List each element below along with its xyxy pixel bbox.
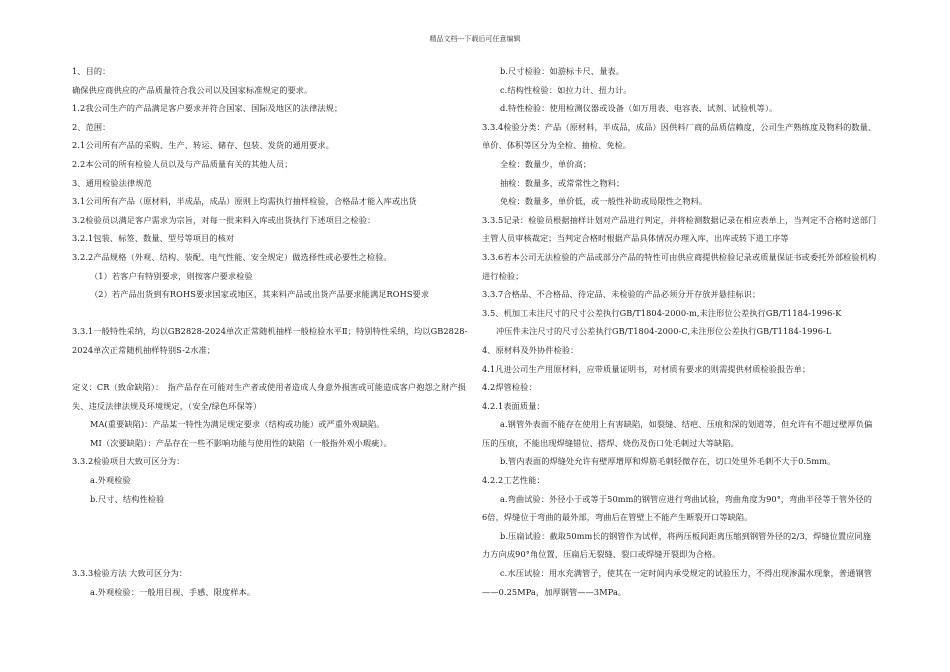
surface-quality-a: a.钢管外表面不能存在使用上有害缺陷，如裂缝、结疤、压痕和深的划道等，但允许有不超过壁厚负偏压的压痕，不能出现焊缝错位、搭焊、烧伤及伤口处毛刺过大等缺陷。 [482, 419, 873, 448]
definition-cr: 定义：CR（致命缺陷）： 指产品存在可能对生产者或使用者造成人身意外损害或可能造成客户抱怨之财产损失、违反法律法规及环境规定，（安全/绿色环保等） [72, 382, 466, 411]
exempt-inspection: 免检：数量多，单价低，或一般性补助或局限性之物料。 [500, 196, 708, 207]
clause-2-1: 2.1公司所有产品的采购、生产、转运、储存、包装、发货的通用要求。 [72, 140, 334, 151]
method-a: a.外观检验：一般用目视、手感、限度样本。 [90, 586, 256, 597]
clause-3-2-2-item-2: （2）若产品出货到有ROHS要求国家或地区，其来料产品或出货产品要求能满足ROHS要求 [90, 289, 430, 300]
sampling-inspection: 抽检：数量多，或常常性之物料； [500, 177, 625, 188]
section-1-heading: 1、目的： [72, 66, 111, 76]
clause-1-2: 1.2我公司生产的产品满足客户要求并符合国家、国际及地区的法律法规； [72, 103, 343, 114]
section-2-heading: 2、范围： [72, 121, 111, 132]
clause-3-3-7: 3.3.7合格品、不合格品、待定品、未检验的产品必须分开存放并悬挂标识； [482, 289, 761, 300]
method-b: b.尺寸检验：如游标卡尺、量表。 [500, 66, 625, 76]
clause-4-1: 4.1凡进公司生产用原材料，应带质量证明书，对材质有要求的则需提供材质检验报告单； [482, 363, 811, 374]
right-column [482, 62, 877, 601]
clause-3-3-4: 3.3.4检验分类：产品（原材料，半成品，成品）因供料厂商的品质信赖度，公司生产熟练度及物料的数量、单价、体积等区分为全检、抽检、免检。 [482, 121, 877, 151]
clause-3-3-6: 3.3.6若本公司无法检验的产品或部分产品的特性可由供应商提供检验记录或质量保证书或委托外部检验机构进行检验； [482, 251, 877, 281]
clause-3-3-5: 3.3.5记录：检验员根据抽样计划对产品进行判定，并将检测数据记录在相应表单上，当判定不合格时送部门主管人员审核裁定；当判定合格时根据产品具体情况办理入库，出库或转下道工序等 [482, 214, 877, 244]
clause-3-3-2: 3.3.2检验项目大致可区分为： [72, 456, 185, 467]
method-c: c.结构性检验：如拉力计、扭力计。 [500, 84, 632, 95]
clause-3-3-3: 3.3.3检验方法 大致可区分为： [72, 568, 188, 579]
clause-3-5-stamping: 冲压件未注尺寸的尺寸公差执行GB/T1804-2000-C,未注形位公差执行GB/T1184-1996-L [496, 326, 832, 337]
clause-4-2-1: 4.2.1表面质量： [482, 400, 545, 411]
section-4-heading: 4、原材料及外协件检验： [482, 344, 579, 355]
clause-3-2-1: 3.2.1包装、标签、数量、型号等项目的核对 [72, 233, 235, 244]
clause-3-1: 3.1公司所有产品（原材料，半成品，成品）原则上均需执行抽样检验，合格品才能入库或出货 [72, 196, 417, 207]
section-3-heading: 3、通用检验法律规范 [72, 177, 152, 188]
full-inspection: 全检：数量少，单价高； [500, 158, 592, 169]
inspection-item-a: a.外观检验 [90, 475, 131, 486]
clause-2-2: 2.2本公司的所有检验人员以及与产品质量有关的其他人员； [72, 158, 293, 169]
clause-3-5: 3.5、机加工未注尺寸的尺寸公差执行GB/T1804-2000-m,未注形位公差执行GB/T1184-1996-K [482, 307, 842, 318]
hydro-test: c.水压试验：用水充满管子，使其在一定时间内承受规定的试验压力，不得出现渗漏水现象，普通钢管——0.25MPa，加厚钢管——3MPa。 [482, 568, 873, 597]
clause-3-2: 3.2检验员以满足客户需求为宗旨，对每一批来料入库或出货执行下述项目之检验： [72, 214, 376, 225]
left-column [72, 62, 470, 601]
clause-4-2: 4.2焊管检验： [482, 382, 537, 393]
surface-quality-b: b.管内表面的焊缝处允许有壁厚增厚和焊筋毛刺轻微存在，切口处里外毛刺不大于0.5mm。 [500, 456, 836, 467]
definition-ma: MA(重要缺陷)：产品某一特性为满足规定要求（结构或功能）或严重外观缺陷。 [90, 419, 385, 430]
definition-mi: MI（次要缺陷）：产品存在一些不影响功能与使用性的缺陷（一般指外观小瑕疵）。 [90, 437, 392, 448]
purpose-text: 确保供应商供应的产品质量符合我公司以及国家标准规定的要求。 [72, 84, 313, 95]
clause-3-2-2: 3.2.2产品规格（外观、结构、装配、电气性能、安全规定）做选择性或必要性之检验。 [72, 251, 392, 262]
bend-test: a.弯曲试验：外径小于或等于50mm的钢管应进行弯曲试验，弯曲角度为90°，弯曲半径等于管外径的6倍，焊缝位于弯曲的最外部，弯曲后在管壁上不能产生断裂开口等缺陷。 [482, 493, 873, 523]
clause-3-3-1: 3.3.1一般特性采纳，均以GB2828-2024单次正常随机抽样一般检验水平Ⅱ；特别特性采纳，均以GB2828-2024单次正常随机抽样特别S-2水准； [72, 326, 468, 355]
inspection-item-b: b.尺寸、结构性检验 [90, 493, 165, 504]
method-d: d.特性检验：使用检测仪器或设备（如万用表、电容表、试剂、试验机等）。 [500, 103, 778, 114]
flatten-test: b.压扁试验：截取50mm长的钢管作为试样，将两压板间距离压缩到钢管外径的2/3，焊缝位置应同施力方向成90°角位置，压扁后无裂缝、裂口或焊缝开裂即为合格。 [482, 530, 872, 560]
page-header: 精品文档---下载后可任意编辑 [429, 35, 521, 43]
clause-4-2-2: 4.2.2工艺性能： [482, 475, 545, 486]
clause-3-2-2-item-1: （1）若客户有特别要求，则按客户要求检验 [90, 270, 253, 281]
